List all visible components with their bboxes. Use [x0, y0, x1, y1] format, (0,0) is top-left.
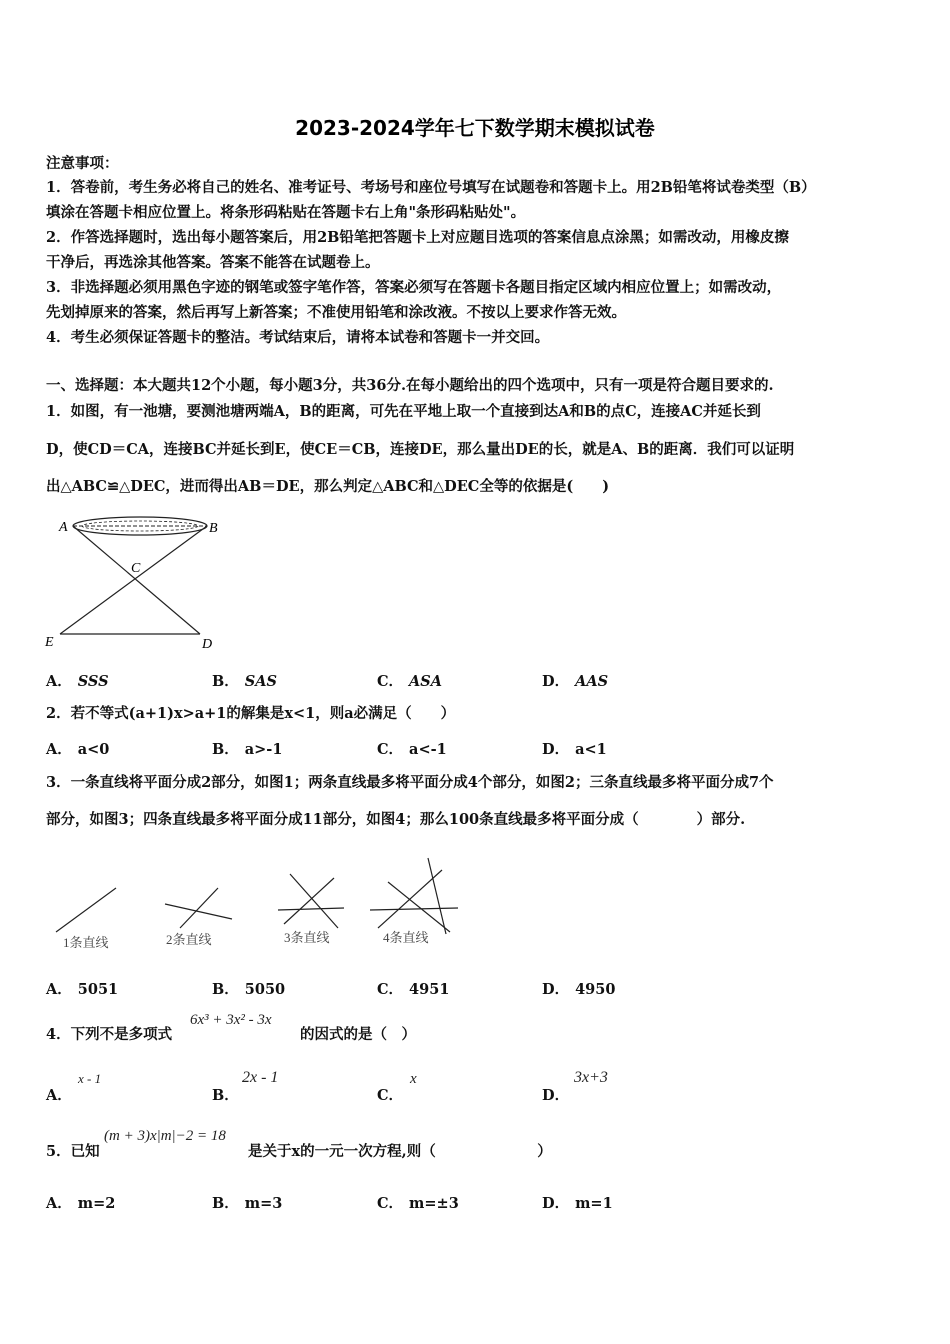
q3-option-b: B． 5050 — [212, 981, 286, 998]
q3-stem-line2: 部分，如图3；四条直线最多将平面分成11部分，如图4；那么100条直线最多将平面分成（ ）部分. — [46, 811, 746, 828]
q4-option-a-key: A． — [46, 1087, 72, 1104]
line-AD — [73, 526, 200, 634]
q4-option-c: x — [410, 1071, 417, 1087]
q1-pond-figure — [40, 508, 230, 656]
q3-option-c: C． 4951 — [377, 981, 450, 998]
notice-line: 填涂在答题卡相应位置上。将条形码粘贴在答题卡右上角"条形码粘贴处"。 — [46, 204, 526, 221]
q4-option-b: 2x - 1 — [242, 1069, 279, 1086]
fig1-caption: 1条直线 — [63, 935, 109, 950]
q4-option-b-key: B． — [212, 1087, 239, 1104]
q3-stem-line1: 3．一条直线将平面分成2部分，如图1；两条直线最多将平面分成4个部分，如图2；三条直线最多将平面分成7个 — [46, 774, 774, 791]
label-C: C — [131, 561, 141, 576]
q5-option-b: B． m=3 — [212, 1195, 283, 1212]
q1-option-a: A． SSS — [46, 673, 109, 690]
notice-heading: 注意事项： — [46, 155, 119, 172]
label-A: A — [59, 520, 68, 535]
q5-stem-suffix: 是关于x的一元一次方程,则（ ） — [248, 1143, 552, 1160]
q4-option-d-key: D． — [542, 1087, 570, 1104]
q4-stem-suffix: 的因式的是（ ） — [300, 1026, 416, 1043]
fig4-line — [370, 908, 458, 910]
label-D: D — [202, 637, 213, 652]
q4-option-d: 3x+3 — [574, 1069, 608, 1086]
q2-stem: 2．若不等式(a+1)x>a+1的解集是x<1，则a必满足（ ） — [46, 705, 456, 722]
q5-option-c: C． m=±3 — [377, 1195, 459, 1212]
fig2-line — [180, 888, 218, 928]
q2-option-c: C． a<-1 — [377, 741, 447, 758]
notice-line: 干净后，再选涂其他答案。答案不能答在试题卷上。 — [46, 254, 380, 271]
q3-option-d: D． 4950 — [542, 981, 616, 998]
fig3-line — [290, 874, 338, 928]
label-B: B — [209, 521, 218, 536]
q1-option-d: D． AAS — [542, 673, 609, 690]
q3-option-a: A． 5051 — [46, 981, 119, 998]
q3-lines-figure — [48, 852, 468, 952]
notice-line: 2．作答选择题时，选出每小题答案后，用2B铅笔把答题卡上对应题目选项的答案信息点涂黑；如需改动，用橡皮擦 — [46, 229, 789, 246]
q4-expression: 6x³ + 3x² - 3x — [190, 1012, 272, 1028]
q2-option-a: A． a<0 — [46, 741, 110, 758]
q5-option-a: A． m=2 — [46, 1195, 116, 1212]
fig4-caption: 4条直线 — [383, 930, 429, 945]
q1-stem-line1: 1．如图，有一池塘，要测池塘两端A，B的距离，可先在平地上取一个直接到达A和B的点C，连接AC并延长到 — [46, 403, 761, 420]
q1-option-c: C． ASA — [377, 673, 443, 690]
fig3-line — [278, 908, 344, 910]
fig2-line — [165, 904, 232, 919]
fig2-caption: 2条直线 — [166, 932, 212, 947]
notice-line: 3．非选择题必须用黑色字迹的钢笔或签字笔作答，答案必须写在答题卡各题目指定区域内相应位置上；如需改动， — [46, 279, 782, 296]
q1-stem-line2: D，使CD＝CA，连接BC并延长到E，使CE＝CB，连接DE，那么量出DE的长，就是A、B的距离．我们可以证明 — [46, 441, 795, 458]
line-BE — [60, 526, 207, 634]
notice-line: 先划掉原来的答案，然后再写上新答案；不准使用铅笔和涂改液。不按以上要求作答无效。 — [46, 304, 626, 321]
q2-option-b: B． a>-1 — [212, 741, 283, 758]
q4-stem-prefix: 4．下列不是多项式 — [46, 1026, 173, 1043]
q5-expression: (m + 3)x|m|−2 = 18 — [104, 1128, 226, 1144]
fig4-line — [428, 858, 446, 934]
q5-stem-prefix: 5．已知 — [46, 1143, 100, 1160]
fig4-line — [388, 882, 450, 932]
q5-option-d: D． m=1 — [542, 1195, 613, 1212]
q1-option-b: B． SAS — [212, 673, 277, 690]
fig1-line — [56, 888, 116, 932]
section-heading: 一、选择题：本大题共12个小题，每小题3分，共36分.在每小题给出的四个选项中，只有一项是符合题目要求的. — [46, 377, 774, 394]
q4-option-c-key: C． — [377, 1087, 404, 1104]
page-title: 2023-2024学年七下数学期末模拟试卷 — [295, 116, 655, 140]
fig3-line — [284, 878, 334, 924]
label-E: E — [45, 635, 54, 650]
notice-line: 1．答卷前，考生务必将自己的姓名、准考证号、考场号和座位号填写在试题卷和答题卡上。用2B铅笔将试卷类型（B） — [46, 179, 816, 196]
q4-option-a: x - 1 — [78, 1071, 102, 1086]
notice-line: 4．考生必须保证答题卡的整洁。考试结束后，请将本试卷和答题卡一并交回。 — [46, 329, 550, 346]
q2-option-d: D． a<1 — [542, 741, 607, 758]
q1-stem-line3: 出△ABC≌△DEC，进而得出AB＝DE，那么判定△ABC和△DEC全等的依据是( ) — [46, 478, 610, 495]
fig3-caption: 3条直线 — [284, 930, 330, 945]
